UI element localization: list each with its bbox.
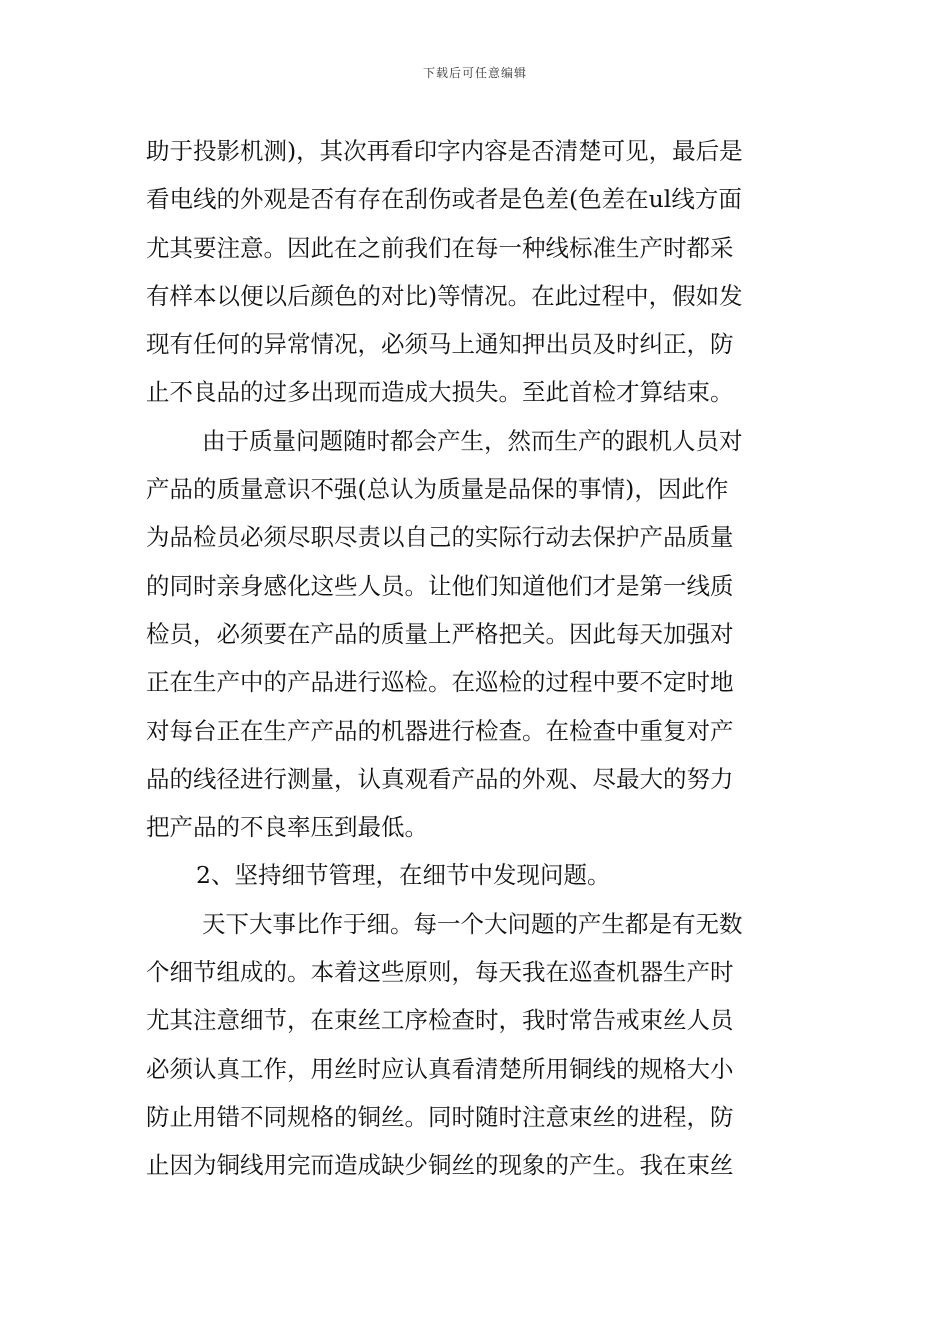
paragraph-start-line: 由于质量问题随时都会产生，然而生产的跟机人员对 xyxy=(202,426,743,455)
text-line: 必须认真工作，用丝时应认真看清楚所用铜线的规格大小 xyxy=(146,1054,734,1083)
text-line: 个细节组成的。本着这些原则，每天我在巡查机器生产时 xyxy=(146,958,734,987)
document-body xyxy=(146,127,806,1190)
text-line: 品的线径进行测量，认真观看产品的外观、尽最大的努力 xyxy=(146,764,734,793)
text-line: 助于投影机测)，其次再看印字内容是否清楚可见，最后是 xyxy=(146,137,743,165)
text-line: 防止用错不同规格的铜丝。同时随时注意束丝的进程，防 xyxy=(146,1102,734,1131)
section-heading: 2、坚持细节管理，在细节中发现问题。 xyxy=(196,861,611,890)
text-line: 正在生产中的产品进行巡检。在巡检的过程中要不定时地 xyxy=(146,668,734,697)
text-line: 止不良品的过多出现而造成大损失。至此首检才算结束。 xyxy=(146,378,734,407)
text-line: 看电线的外观是否有存在刮伤或者是色差(色差在ul线方面 xyxy=(146,185,742,214)
text-line: 有样本以便以后颜色的对比)等情况。在此过程中，假如发 xyxy=(146,281,743,310)
text-line: 尤其要注意。因此在之前我们在每一种线标准生产时都采 xyxy=(146,233,734,262)
text-line: 把产品的不良率压到最低。 xyxy=(146,813,428,842)
text-line: 尤其注意细节，在束丝工序检查时，我时常告戒束丝人员 xyxy=(146,1006,734,1035)
text-line: 对每台正在生产产品的机器进行检查。在检查中重复对产 xyxy=(146,716,734,745)
text-line: 现有任何的异常情况，必须马上通知押出员及时纠正，防 xyxy=(146,330,734,359)
page-header: 下载后可任意编辑 xyxy=(422,66,527,80)
text-line: 止因为铜线用完而造成缺少铜丝的现象的产生。我在束丝 xyxy=(146,1151,734,1180)
paragraph-start-line: 天下大事比作于细。每一个大问题的产生都是有无数 xyxy=(202,909,743,938)
text-line: 的同时亲身感化这些人员。让他们知道他们才是第一线质 xyxy=(146,571,734,600)
text-line: 为品检员必须尽职尽责以自己的实际行动去保护产品质量 xyxy=(146,523,734,552)
text-line: 检员，必须要在产品的质量上严格把关。因此每天加强对 xyxy=(146,619,734,648)
text-line: 产品的质量意识不强(总认为质量是品保的事情)，因此作 xyxy=(146,475,729,504)
